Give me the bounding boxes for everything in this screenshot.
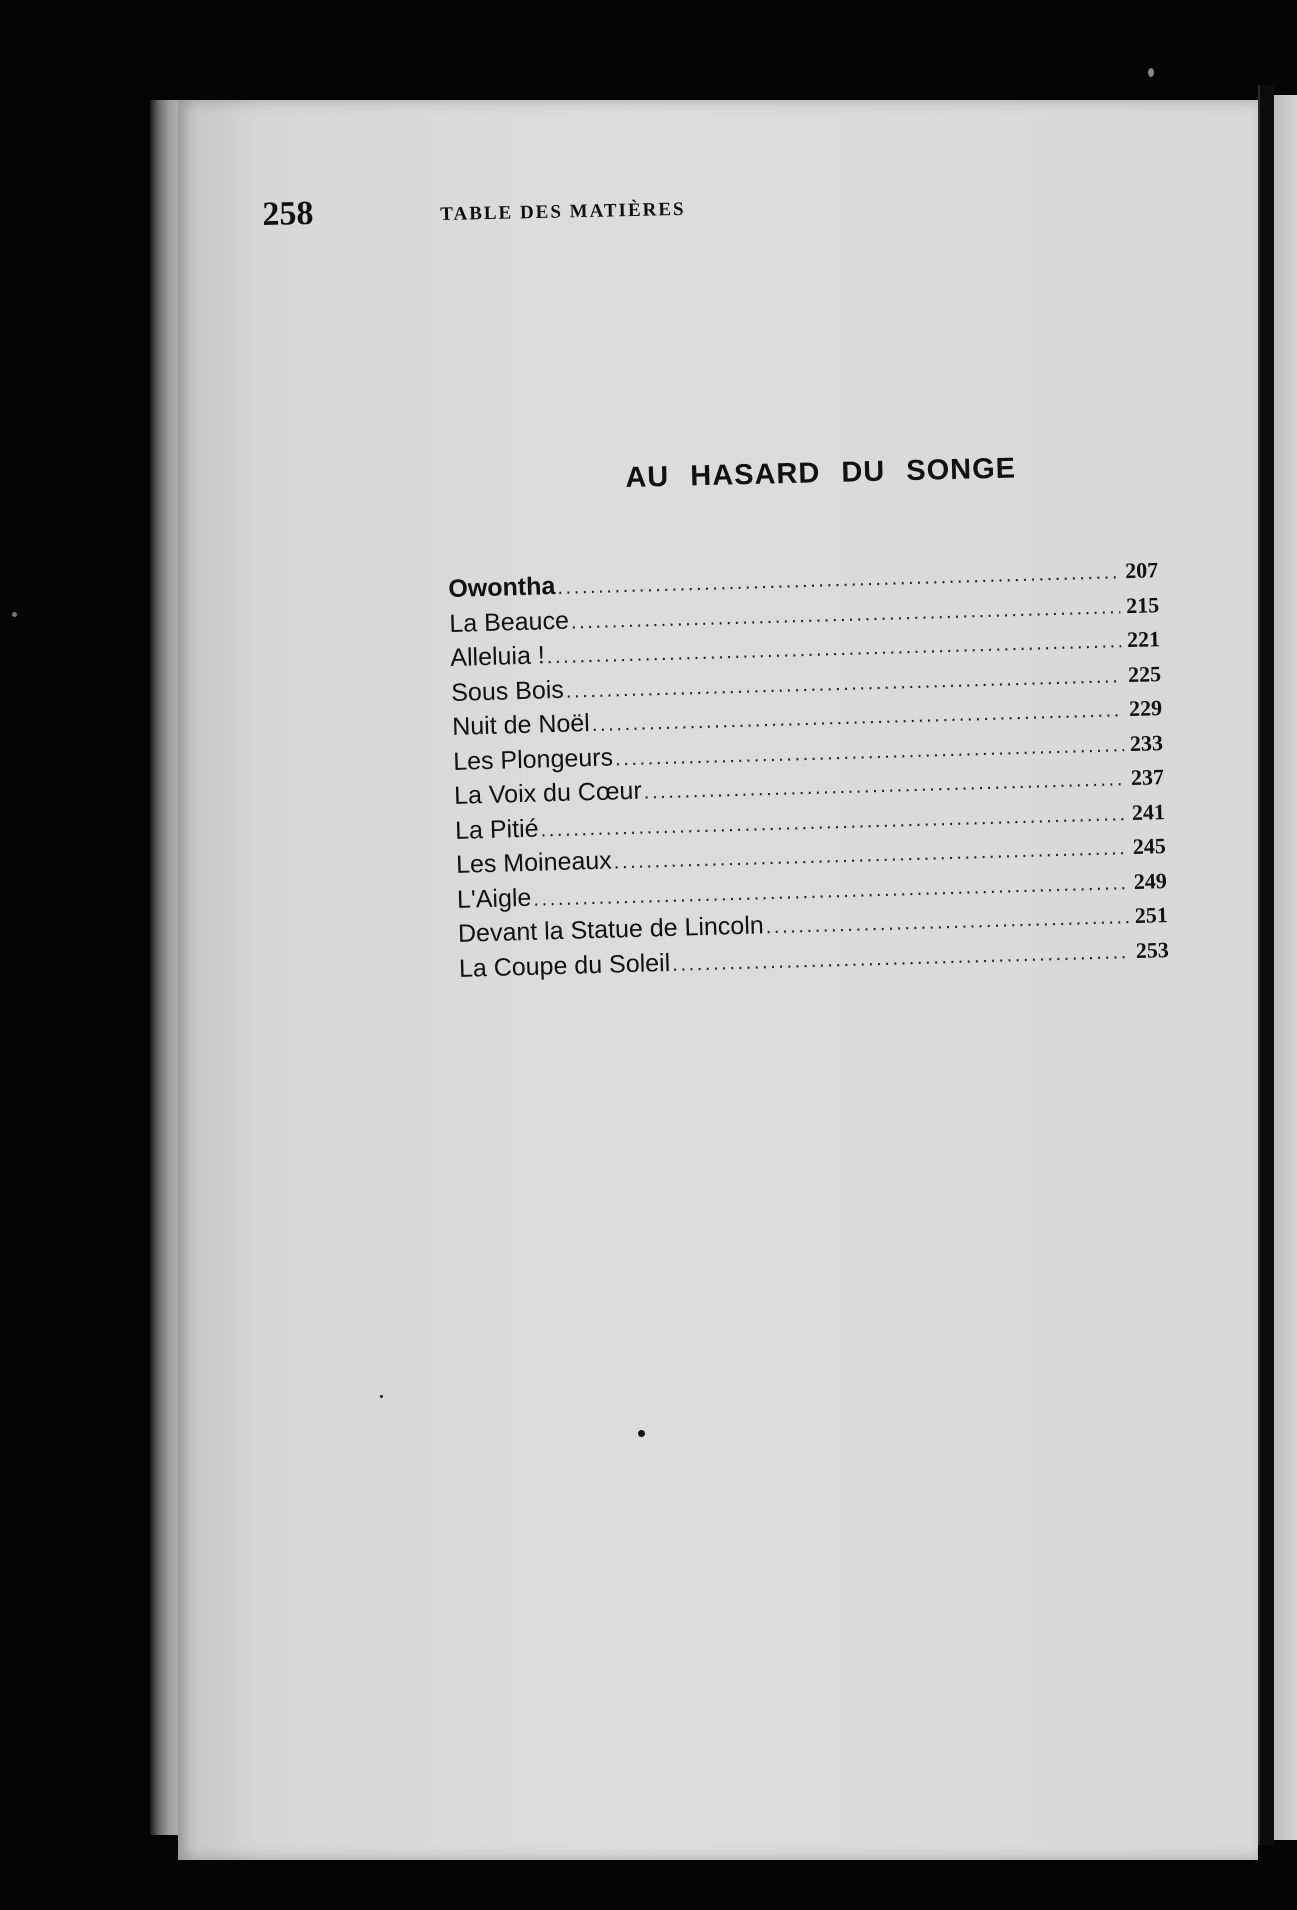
toc-entry-page: 207 — [1124, 557, 1159, 584]
page-gutter — [1258, 85, 1274, 1845]
scan-speck — [12, 612, 17, 617]
toc-entry-title: Owontha — [448, 572, 556, 603]
section-title: AU HASARD DU SONGE — [625, 452, 1017, 494]
toc-entry-title: Devant la Statue de Lincoln — [457, 911, 765, 948]
scan-speck — [638, 1430, 645, 1437]
toc-entry-title: La Pitié — [454, 814, 539, 845]
facing-page-edge — [1274, 95, 1297, 1840]
toc-entry-page: 215 — [1125, 591, 1160, 618]
running-head — [262, 196, 782, 236]
toc-entry-page: 245 — [1132, 833, 1167, 859]
toc-entry-page: 229 — [1128, 695, 1163, 722]
page-number: 258 — [262, 194, 314, 233]
toc-entry-title: La Voix du Cœur — [453, 776, 643, 810]
toc-entry-title: La Coupe du Soleil — [458, 948, 671, 983]
toc-entry-title: Alleluia ! — [449, 641, 546, 672]
toc-entry-title: Les Moineaux — [455, 846, 613, 879]
toc-entry-title: Nuit de Noël — [451, 709, 591, 741]
toc-entry-page: 221 — [1126, 626, 1161, 653]
toc-entry-title: L'Aigle — [456, 883, 532, 914]
toc-entry-page: 225 — [1127, 660, 1162, 687]
toc-entry-page: 253 — [1135, 936, 1170, 963]
scan-speck — [1148, 68, 1154, 77]
toc-entry-title: La Beauce — [448, 606, 570, 638]
toc-entry-page: 241 — [1131, 798, 1166, 825]
toc-entry-page: 233 — [1129, 729, 1164, 756]
table-of-contents — [448, 554, 1194, 988]
toc-entry-page: 237 — [1130, 764, 1165, 791]
toc-entry-title: Les Plongeurs — [452, 742, 614, 776]
toc-entry-page: 249 — [1133, 867, 1168, 894]
dot-leader — [765, 906, 1129, 939]
scan-speck — [380, 1395, 383, 1398]
toc-entry-page: 251 — [1134, 902, 1169, 928]
running-title: TABLE DES MATIÈRES — [440, 198, 686, 225]
dot-leader — [672, 941, 1130, 977]
toc-entry-title: Sous Bois — [450, 675, 565, 707]
book-spine-shadow — [150, 100, 180, 1835]
